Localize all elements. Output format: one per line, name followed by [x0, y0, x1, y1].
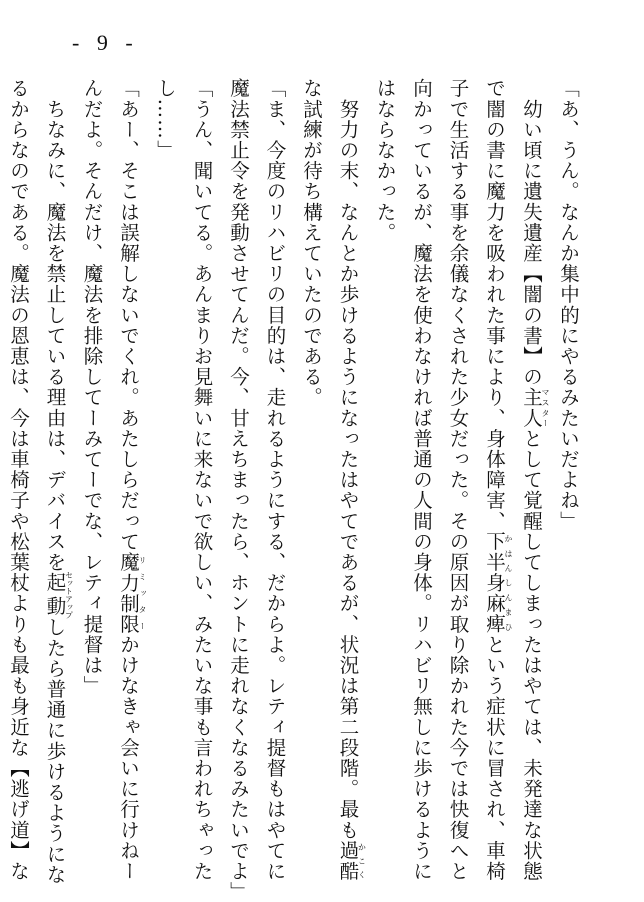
text-segment: で闇の書に魔力を吸われた事により、身体障害、	[483, 78, 506, 532]
text-segment: 幼い頃に遺失遺産【闇の書】の	[520, 78, 543, 387]
text-line	[403, 78, 440, 882]
ruby-reading: リミッター	[138, 551, 147, 635]
text-segment: んだよ。そんだけ、魔法を排除してーみてーでな、レティ提督は」	[80, 78, 104, 696]
ruby-reading: かこく	[357, 840, 367, 882]
text-line	[513, 78, 550, 882]
text-line	[220, 78, 257, 902]
text-segment: 子で生活する事を余儀なくされた少女だった。その原因が取り除かれた今では快復へと	[446, 78, 470, 882]
text-line	[329, 78, 367, 882]
text-line	[0, 78, 36, 882]
page-number: - 9 -	[72, 30, 139, 55]
ruby-reading: セットアップ	[64, 570, 74, 619]
ruby-base: 魔力制限	[117, 551, 140, 635]
text-line	[293, 78, 330, 868]
text-segment: 「あ、うん。なんか集中的にやるみたいだよね」	[557, 78, 580, 532]
text-segment: 努力の末、なんとか歩けるようになったはやてであるが、状況は第二段階。最も	[336, 78, 360, 841]
ruby-reading: マスター	[541, 387, 550, 429]
text-segment: かけなきゃ会いに行けねー	[117, 634, 140, 882]
text-line	[550, 78, 587, 868]
text-segment: るからなのである。魔法の恩恵は、今は車椅子や松葉杖よりも最も身近な【逃げ道】な	[7, 78, 30, 882]
text-segment: として覚醒してしまったはやては、未発達な状態	[520, 428, 543, 882]
text-line	[183, 78, 220, 882]
ruby-annotation	[117, 551, 147, 635]
ruby-base: 下半身麻痺	[483, 531, 506, 635]
text-segment: 魔法禁止令を発動させてんだ。今、甘えちまったら、ホントに走れなくなるみたいでよ」	[227, 78, 250, 902]
ruby-reading: かはんしんまひ	[504, 531, 513, 635]
text-line	[147, 78, 184, 868]
text-segment: ちなみに、魔法を禁止している理由は、デバイスを	[43, 78, 67, 573]
text-segment: し……」	[154, 78, 177, 161]
text-line	[36, 78, 74, 885]
text-segment: 「うん、聞いてる。あんまりお見舞いに来ないで欲しい、みたいな事も言われちゃった	[190, 78, 214, 882]
text-line	[439, 78, 476, 882]
text-line	[366, 78, 403, 868]
text-line	[110, 78, 147, 882]
text-segment: 「あー、そこは誤解しないでくれ。あたしらだって	[117, 78, 140, 552]
text-line	[256, 78, 293, 882]
ruby-annotation	[43, 570, 74, 619]
text-segment: したら普通に歩けるようにな	[43, 617, 67, 885]
novel-body-text	[7, 78, 586, 902]
text-segment: 向かっているが、魔法を使わなければ普通の人間の身体。リハビリ無しに歩けるように	[410, 78, 433, 882]
text-segment: 「ま、今度のリハビリの目的は、走れるようにする、だからよ。レティ提督もはやてに	[263, 78, 287, 882]
text-line	[476, 78, 513, 882]
text-segment: という症状に冒され、車椅	[483, 634, 506, 882]
text-segment: な試練が待ち構えていたのである。	[300, 78, 323, 408]
ruby-annotation	[336, 840, 367, 882]
ruby-base: 主人	[520, 387, 543, 429]
ruby-base: 過酷	[336, 840, 360, 882]
text-line	[73, 78, 110, 868]
ruby-base: 起動	[43, 570, 67, 619]
ruby-annotation	[483, 531, 513, 635]
text-segment: はならなかった。	[373, 78, 397, 243]
ruby-annotation	[520, 387, 550, 429]
